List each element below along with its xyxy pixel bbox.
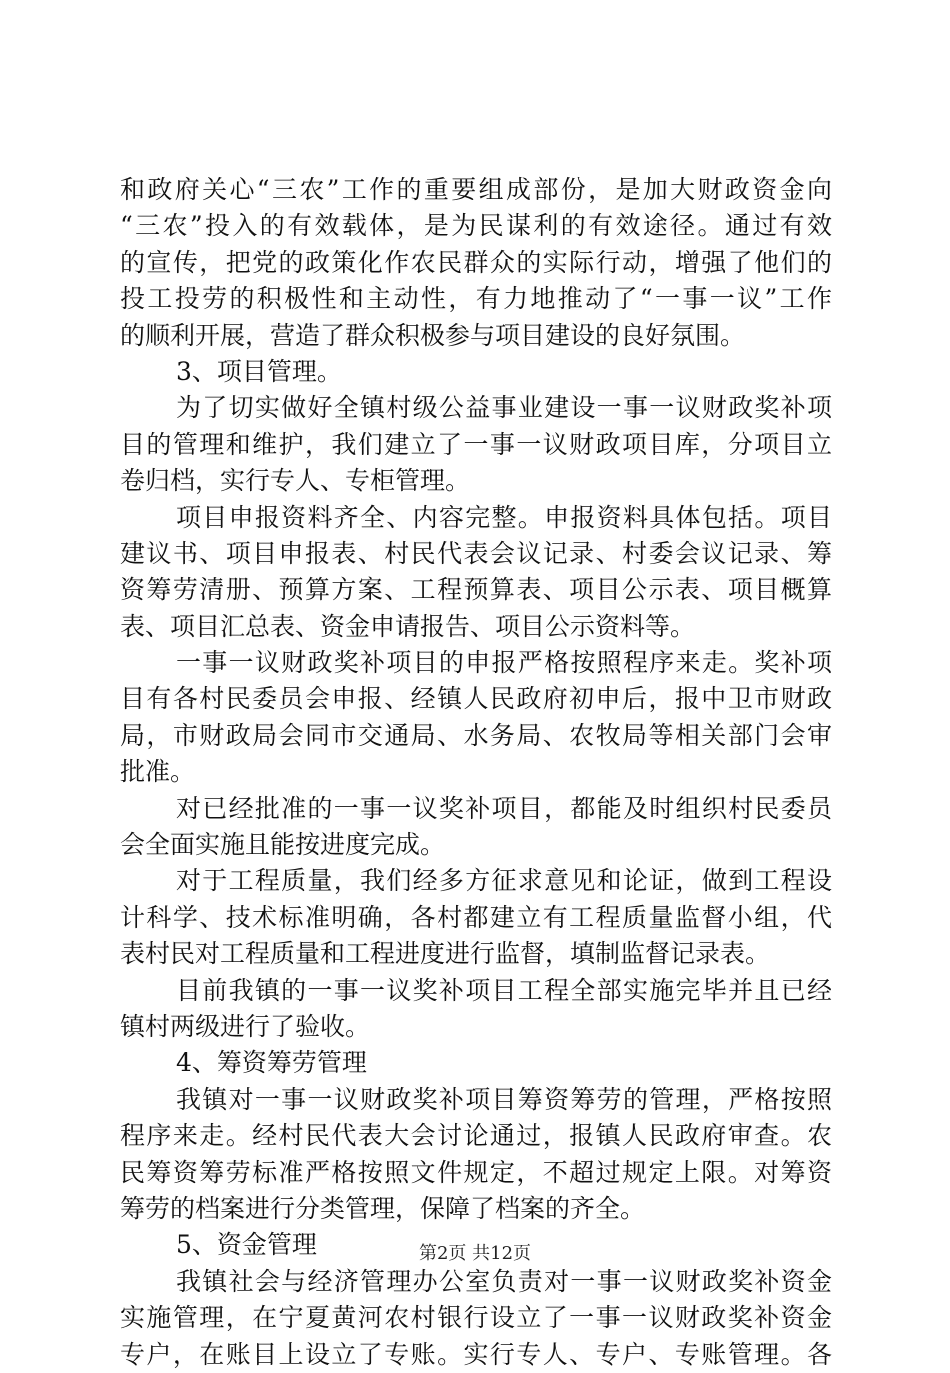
paragraph-line: 表、项目汇总表、资金申请报告、项目公示资料等。 [120,611,696,641]
document-body [120,172,832,1373]
paragraph-line: 目前我镇的一事一议奖补项目工程全部实施完毕并且已经 [176,975,832,1005]
paragraph-line: 计科学、技术标准明确，各村都建立有工程质量监督小组，代 [120,902,832,932]
paragraph-line: 我镇社会与经济管理办公室负责对一事一议财政奖补资金 [176,1266,832,1296]
section-heading: 5、资金管理 [176,1230,317,1260]
paragraph-line: 专户，在账目上设立了专账。实行专人、专户、专账管理。各 [120,1339,832,1369]
paragraph-line: 表村民对工程质量和工程进度进行监督，填制监督记录表。 [120,939,771,969]
paragraph-line: 我镇对一事一议财政奖补项目筹资筹劳的管理，严格按照 [176,1084,832,1114]
paragraph-line: 镇村两级进行了验收。 [120,1011,371,1041]
paragraph-line: “三农”投入的有效载体，是为民谋利的有效途径。通过有效 [120,211,832,241]
paragraph-line: 实施管理，在宁夏黄河农村银行设立了一事一议财政奖补资金 [120,1303,832,1333]
page-number-footer: 第2页 共12页 [418,1243,532,1264]
paragraph-line: 为了切实做好全镇村级公益事业建设一事一议财政奖补项 [176,393,832,423]
section-heading: 4、筹资筹劳管理 [176,1048,367,1078]
paragraph-line: 民筹资筹劳标准严格按照文件规定，不超过规定上限。对筹资 [120,1157,832,1187]
paragraph-line: 资筹劳清册、预算方案、工程预算表、项目公示表、项目概算 [120,575,832,605]
paragraph-line: 卷归档，实行专人、专柜管理。 [120,466,471,496]
paragraph-line: 筹劳的档案进行分类管理，保障了档案的齐全。 [120,1193,646,1223]
paragraph-line: 的顺利开展，营造了群众积极参与项目建设的良好氛围。 [120,320,746,350]
paragraph-line: 对已经批准的一事一议奖补项目，都能及时组织村民委员 [176,793,832,823]
paragraph-line: 项目申报资料齐全、内容完整。申报资料具体包括。项目 [176,502,832,532]
paragraph-line: 和政府关心“三农”工作的重要组成部份，是加大财政资金向 [120,175,832,204]
paragraph-line: 对于工程质量，我们经多方征求意见和论证，做到工程设 [176,866,832,896]
paragraph-line: 会全面实施且能按进度完成。 [120,830,446,860]
paragraph-line: 程序来走。经村民代表大会讨论通过，报镇人民政府审查。农 [120,1121,832,1151]
paragraph-line: 投工投劳的积极性和主动性，有力地推动了“一事一议”工作 [120,284,832,314]
paragraph-line: 目的管理和维护，我们建立了一事一议财政项目库，分项目立 [120,429,832,459]
paragraph-line: 建议书、项目申报表、村民代表会议记录、村委会议记录、筹 [120,538,832,568]
paragraph-line: 一事一议财政奖补项目的申报严格按照程序来走。奖补项 [176,648,832,678]
paragraph-line: 局，市财政局会同市交通局、水务局、农牧局等相关部门会审 [120,720,832,750]
section-heading: 3、项目管理。 [176,356,342,386]
paragraph-line: 批准。 [120,757,196,787]
paragraph-line: 的宣传，把党的政策化作农民群众的实际行动，增强了他们的 [120,247,832,277]
paragraph-line: 目有各村民委员会申报、经镇人民政府初申后，报中卫市财政 [120,684,832,714]
